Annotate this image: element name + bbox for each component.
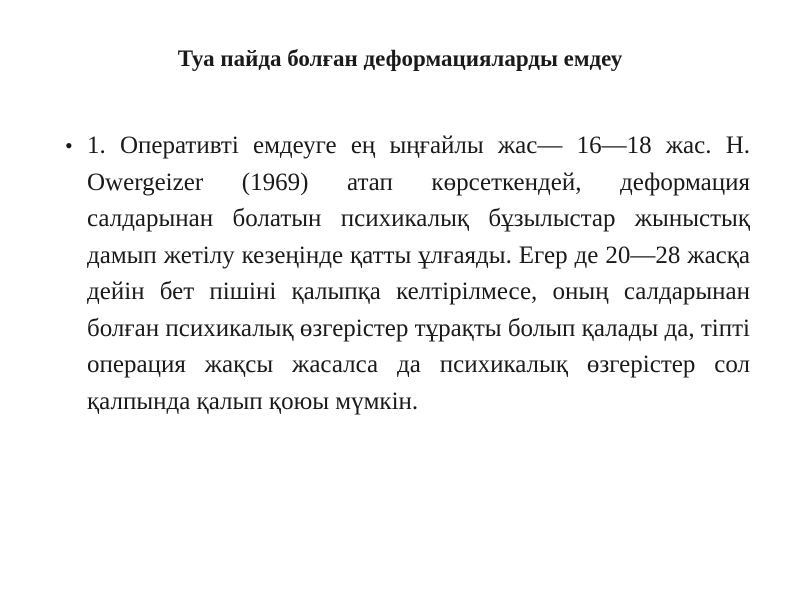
bullet-list	[60, 128, 750, 420]
bullet-item	[60, 128, 750, 420]
slide-title: Туа пайда болған деформацияларды емдеу	[177, 46, 623, 71]
bullet-marker: •	[65, 133, 73, 158]
bullet-text: 1. Оперативті емдеуге ең ыңғайлы жас— 16—18 жас. Н. Owergeizer (1969) атап көрсеткендей, деформация салдарынан болатын психикалық бұзылыстар жыныстық дамып жетілу кезеңінде қатты ұлғаяды. Егер де 20—28 жасқа дейін бет пішіні қалыпқа келтірілмесе, оның салдарынан болған психикалық өзгерістер тұрақты болып қалады да, тіпті операция жақсы жасалса да психикалық өзгерістер сол қалпында қалып қоюы мүмкін.	[87, 132, 750, 415]
